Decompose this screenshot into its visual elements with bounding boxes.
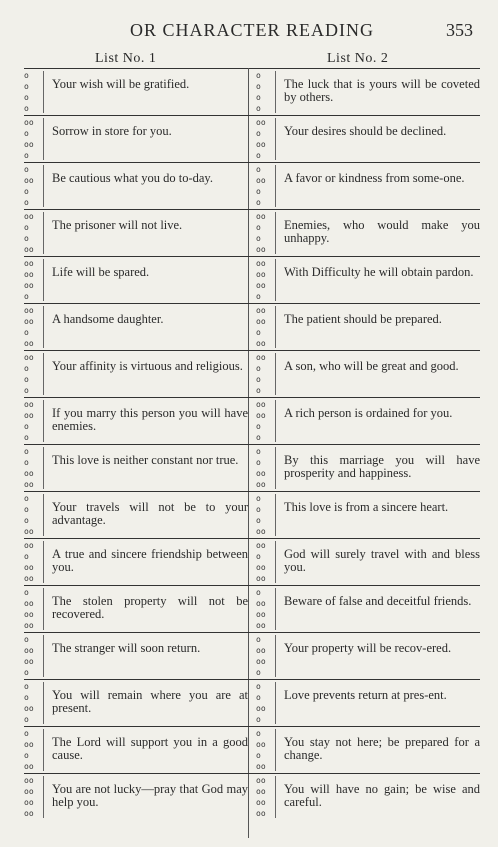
dot-mark-line: oo: [256, 563, 266, 572]
table-row: [24, 304, 480, 351]
oracle-answer: God will surely travel with and bless you.: [284, 547, 480, 574]
mark-separator: [43, 776, 44, 818]
dot-mark-line: o: [256, 682, 261, 691]
table-row: [24, 398, 480, 445]
dot-mark-line: o: [24, 292, 29, 301]
right-column-heading: List No. 2: [327, 51, 389, 66]
dot-marks: [256, 681, 276, 725]
left-entry: [24, 633, 248, 679]
dot-mark-line: oo: [256, 480, 266, 489]
table-row: [24, 727, 480, 774]
table-row: [24, 586, 480, 633]
dot-mark-line: oo: [24, 541, 34, 550]
dot-marks: [24, 446, 44, 490]
oracle-answer: The Lord will support you in a good cause.: [52, 735, 248, 762]
right-entry: [256, 727, 480, 773]
dot-marks: [24, 493, 44, 537]
dot-marks: [256, 587, 276, 631]
dot-mark-line: oo: [24, 704, 34, 713]
left-entry: [24, 116, 248, 162]
dot-mark-line: oo: [24, 176, 34, 185]
left-entry: [24, 727, 248, 773]
dot-mark-line: oo: [24, 527, 34, 536]
dot-mark-line: oo: [256, 176, 266, 185]
oracle-answer: This love is neither constant nor true.: [52, 453, 239, 467]
oracle-answer: Be cautious what you do to-day.: [52, 171, 213, 185]
dot-mark-line: o: [24, 494, 29, 503]
dot-mark-line: oo: [256, 281, 266, 290]
oracle-answer: Enemies, who would make you unhappy.: [284, 218, 480, 245]
table-row: [24, 163, 480, 210]
dot-mark-line: oo: [256, 317, 266, 326]
oracle-answer: With Difficulty he will obtain pardon.: [284, 265, 474, 279]
dot-mark-line: o: [256, 375, 261, 384]
right-entry: [256, 210, 480, 256]
table-row: [24, 257, 480, 304]
dot-marks: [24, 352, 44, 396]
oracle-answer: Your travels will not be to your advantage.: [52, 500, 248, 527]
dot-mark-line: o: [24, 433, 29, 442]
dot-mark-line: oo: [24, 646, 34, 655]
dot-mark-line: o: [256, 729, 261, 738]
oracle-answer: A son, who will be great and good.: [284, 359, 459, 373]
oracle-answer: Beware of false and deceitful friends.: [284, 594, 472, 608]
oracle-answer: Love prevents return at pres-ent.: [284, 688, 447, 702]
dot-mark-line: o: [24, 751, 29, 760]
right-entry: [256, 445, 480, 491]
dot-mark-line: oo: [256, 527, 266, 536]
dot-mark-line: oo: [24, 621, 34, 630]
left-entry: [24, 539, 248, 585]
oracle-answer: Your property will be recov-ered.: [284, 641, 452, 655]
dot-mark-line: o: [256, 187, 261, 196]
mark-separator: [275, 259, 276, 301]
dot-mark-line: oo: [256, 574, 266, 583]
dot-mark-line: o: [24, 187, 29, 196]
table-row: [24, 445, 480, 492]
dot-marks: [24, 681, 44, 725]
mark-separator: [43, 353, 44, 395]
dot-marks: [256, 634, 276, 678]
dot-marks: [256, 352, 276, 396]
dot-mark-line: oo: [256, 400, 266, 409]
table-row: [24, 116, 480, 163]
dot-mark-line: o: [24, 422, 29, 431]
dot-mark-line: o: [256, 198, 261, 207]
dot-mark-line: o: [256, 223, 261, 232]
dot-marks: [24, 117, 44, 161]
oracle-answer: If you marry this person you will have enemies.: [52, 406, 248, 433]
left-entry: [24, 492, 248, 538]
dot-mark-line: o: [24, 234, 29, 243]
oracle-answer: A true and sincere friendship between you.: [52, 547, 248, 574]
dot-mark-line: oo: [256, 704, 266, 713]
right-entry: [256, 633, 480, 679]
right-entry: [256, 680, 480, 726]
dot-mark-line: oo: [256, 118, 266, 127]
dot-marks: [256, 211, 276, 255]
dot-mark-line: oo: [256, 621, 266, 630]
mark-separator: [43, 212, 44, 254]
dot-mark-line: oo: [256, 212, 266, 221]
dot-mark-line: o: [256, 364, 261, 373]
dot-mark-line: o: [256, 668, 261, 677]
oracle-answer: You will remain where you are at present.: [52, 688, 248, 715]
table-row: [24, 492, 480, 539]
dot-mark-line: oo: [256, 541, 266, 550]
dot-marks: [256, 164, 276, 208]
dot-mark-line: oo: [24, 281, 34, 290]
table-row: [24, 351, 480, 398]
dot-mark-line: oo: [24, 245, 34, 254]
dot-mark-line: o: [256, 165, 261, 174]
mark-separator: [43, 588, 44, 630]
dot-mark-line: o: [256, 552, 261, 561]
mark-separator: [43, 306, 44, 348]
dot-mark-line: oo: [256, 469, 266, 478]
dot-mark-line: o: [24, 693, 29, 702]
dot-mark-line: o: [256, 151, 261, 160]
dot-marks: [24, 634, 44, 678]
dot-marks: [256, 446, 276, 490]
dot-mark-line: o: [24, 635, 29, 644]
dot-mark-line: oo: [24, 798, 34, 807]
right-entry: [256, 257, 480, 303]
dot-mark-line: oo: [24, 574, 34, 583]
oracle-answer: By this marriage you will have prosperity and happiness.: [284, 453, 480, 480]
dot-mark-line: o: [24, 93, 29, 102]
dot-mark-line: o: [256, 129, 261, 138]
dot-marks: [24, 164, 44, 208]
dot-mark-line: oo: [24, 563, 34, 572]
dot-mark-line: o: [24, 516, 29, 525]
oracle-answer: The patient should be prepared.: [284, 312, 442, 326]
dot-marks: [24, 399, 44, 443]
dot-marks: [24, 305, 44, 349]
oracle-answer: A handsome daughter.: [52, 312, 164, 326]
oracle-answer: This love is from a sincere heart.: [284, 500, 449, 514]
dot-marks: [24, 540, 44, 584]
mark-separator: [275, 447, 276, 489]
dot-mark-line: oo: [256, 270, 266, 279]
oracle-answer: Your wish will be gratified.: [52, 77, 190, 91]
mark-separator: [275, 306, 276, 348]
dot-mark-line: oo: [24, 411, 34, 420]
oracle-answer: Life will be spared.: [52, 265, 150, 279]
left-entry: [24, 774, 248, 820]
dot-mark-line: o: [24, 668, 29, 677]
dot-mark-line: oo: [24, 469, 34, 478]
mark-separator: [275, 541, 276, 583]
dot-mark-line: o: [24, 458, 29, 467]
dot-marks: [24, 70, 44, 114]
dot-mark-line: o: [24, 386, 29, 395]
dot-mark-line: oo: [24, 118, 34, 127]
mark-separator: [43, 635, 44, 677]
dot-mark-line: o: [24, 552, 29, 561]
mark-separator: [275, 494, 276, 536]
mark-separator: [275, 400, 276, 442]
dot-mark-line: oo: [256, 306, 266, 315]
left-entry: [24, 257, 248, 303]
dot-marks: [256, 117, 276, 161]
dot-mark-line: oo: [24, 740, 34, 749]
dot-mark-line: o: [24, 328, 29, 337]
dot-mark-line: o: [256, 104, 261, 113]
oracle-answer: Your affinity is virtuous and religious.: [52, 359, 243, 373]
mark-separator: [275, 212, 276, 254]
left-entry: [24, 445, 248, 491]
left-entry: [24, 351, 248, 397]
oracle-answer: You are not lucky—pray that God may help you.: [52, 782, 248, 809]
dot-mark-line: o: [24, 447, 29, 456]
page-number: 353: [446, 20, 473, 40]
dot-mark-line: o: [24, 129, 29, 138]
mark-separator: [43, 494, 44, 536]
mark-separator: [275, 165, 276, 207]
dot-mark-line: oo: [24, 339, 34, 348]
dot-mark-line: oo: [256, 411, 266, 420]
oracle-answer: A favor or kindness from some-one.: [284, 171, 465, 185]
dot-mark-line: oo: [24, 657, 34, 666]
dot-mark-line: oo: [256, 787, 266, 796]
dot-marks: [256, 399, 276, 443]
dot-mark-line: o: [256, 505, 261, 514]
dot-mark-line: o: [256, 751, 261, 760]
right-entry: [256, 774, 480, 820]
dot-mark-line: o: [24, 198, 29, 207]
dot-mark-line: o: [24, 505, 29, 514]
table-row: [24, 539, 480, 586]
left-entry: [24, 680, 248, 726]
reading-table: [24, 69, 480, 821]
dot-mark-line: oo: [256, 740, 266, 749]
dot-marks: [256, 493, 276, 537]
right-entry: [256, 163, 480, 209]
mark-separator: [43, 165, 44, 207]
dot-mark-line: oo: [24, 270, 34, 279]
dot-mark-line: oo: [256, 657, 266, 666]
table-row: [24, 210, 480, 257]
dot-mark-line: oo: [256, 339, 266, 348]
dot-marks: [256, 258, 276, 302]
table-row: [24, 774, 480, 821]
dot-mark-line: o: [256, 635, 261, 644]
dot-mark-line: oo: [256, 776, 266, 785]
dot-mark-line: o: [24, 151, 29, 160]
dot-mark-line: oo: [256, 809, 266, 818]
mark-separator: [275, 682, 276, 724]
left-entry: [24, 398, 248, 444]
dot-mark-line: o: [24, 104, 29, 113]
right-entry: [256, 116, 480, 162]
dot-marks: [256, 70, 276, 114]
mark-separator: [275, 729, 276, 771]
dot-mark-line: o: [256, 693, 261, 702]
dot-mark-line: o: [256, 516, 261, 525]
dot-mark-line: oo: [24, 762, 34, 771]
dot-mark-line: o: [256, 494, 261, 503]
mark-separator: [275, 353, 276, 395]
table-row: [24, 69, 480, 116]
dot-mark-line: oo: [24, 400, 34, 409]
oracle-answer: The stolen property will not be recovered.: [52, 594, 248, 621]
left-entry: [24, 163, 248, 209]
dot-mark-line: o: [256, 433, 261, 442]
mark-separator: [43, 259, 44, 301]
dot-marks: [256, 305, 276, 349]
dot-mark-line: oo: [24, 317, 34, 326]
dot-mark-line: o: [256, 328, 261, 337]
dot-mark-line: oo: [24, 599, 34, 608]
dot-mark-line: oo: [24, 353, 34, 362]
left-column-heading: List No. 1: [95, 51, 157, 66]
dot-mark-line: o: [24, 715, 29, 724]
right-entry: [256, 69, 480, 115]
oracle-answer: Your desires should be declined.: [284, 124, 447, 138]
dot-marks: [256, 728, 276, 772]
dot-mark-line: oo: [256, 353, 266, 362]
oracle-answer: You stay not here; be prepared for a change.: [284, 735, 480, 762]
dot-mark-line: o: [256, 447, 261, 456]
oracle-answer: The prisoner will not live.: [52, 218, 183, 232]
dot-mark-line: oo: [24, 809, 34, 818]
dot-mark-line: oo: [24, 140, 34, 149]
dot-mark-line: oo: [256, 762, 266, 771]
dot-mark-line: o: [24, 223, 29, 232]
dot-mark-line: oo: [24, 259, 34, 268]
dot-mark-line: oo: [256, 259, 266, 268]
dot-mark-line: o: [24, 82, 29, 91]
right-entry: [256, 351, 480, 397]
dot-marks: [24, 211, 44, 255]
dot-mark-line: oo: [24, 776, 34, 785]
mark-separator: [275, 635, 276, 677]
dot-mark-line: o: [24, 364, 29, 373]
mark-separator: [275, 776, 276, 818]
dot-mark-line: o: [256, 93, 261, 102]
dot-mark-line: o: [256, 715, 261, 724]
dot-marks: [24, 258, 44, 302]
running-title: OR CHARACTER READING: [130, 20, 375, 40]
right-entry: [256, 398, 480, 444]
dot-mark-line: oo: [24, 306, 34, 315]
dot-mark-line: o: [256, 82, 261, 91]
mark-separator: [43, 541, 44, 583]
table-row: [24, 633, 480, 680]
dot-mark-line: o: [24, 729, 29, 738]
mark-separator: [275, 71, 276, 113]
dot-marks: [256, 540, 276, 584]
left-entry: [24, 586, 248, 632]
right-entry: [256, 492, 480, 538]
dot-mark-line: oo: [24, 787, 34, 796]
dot-mark-line: o: [24, 71, 29, 80]
dot-mark-line: o: [256, 386, 261, 395]
mark-separator: [43, 729, 44, 771]
dot-mark-line: o: [256, 234, 261, 243]
dot-mark-line: o: [24, 682, 29, 691]
dot-marks: [256, 775, 276, 819]
oracle-answer: Sorrow in store for you.: [52, 124, 172, 138]
dot-mark-line: oo: [24, 212, 34, 221]
left-entry: [24, 69, 248, 115]
mark-separator: [43, 118, 44, 160]
dot-marks: [24, 728, 44, 772]
dot-mark-line: oo: [256, 599, 266, 608]
dot-marks: [24, 587, 44, 631]
right-entry: [256, 539, 480, 585]
mark-separator: [275, 118, 276, 160]
running-header: [0, 20, 498, 48]
dot-mark-line: o: [24, 165, 29, 174]
mark-separator: [43, 447, 44, 489]
oracle-answer: You will have no gain; be wise and careful.: [284, 782, 480, 809]
mark-separator: [275, 588, 276, 630]
dot-mark-line: o: [256, 422, 261, 431]
right-entry: [256, 304, 480, 350]
mark-separator: [43, 400, 44, 442]
dot-mark-line: oo: [24, 610, 34, 619]
left-entry: [24, 304, 248, 350]
mark-separator: [43, 682, 44, 724]
dot-mark-line: o: [256, 458, 261, 467]
right-entry: [256, 586, 480, 632]
oracle-answer: A rich person is ordained for you.: [284, 406, 453, 420]
dot-mark-line: o: [24, 588, 29, 597]
left-entry: [24, 210, 248, 256]
dot-mark-line: oo: [24, 480, 34, 489]
mark-separator: [43, 71, 44, 113]
dot-mark-line: oo: [256, 140, 266, 149]
dot-mark-line: o: [24, 375, 29, 384]
dot-mark-line: o: [256, 71, 261, 80]
dot-mark-line: oo: [256, 245, 266, 254]
dot-mark-line: o: [256, 588, 261, 597]
dot-mark-line: oo: [256, 798, 266, 807]
dot-mark-line: o: [256, 292, 261, 301]
oracle-answer: The stranger will soon return.: [52, 641, 201, 655]
dot-mark-line: oo: [256, 610, 266, 619]
dot-mark-line: oo: [256, 646, 266, 655]
table-row: [24, 680, 480, 727]
oracle-answer: The luck that is yours will be coveted by others.: [284, 77, 480, 104]
dot-marks: [24, 775, 44, 819]
